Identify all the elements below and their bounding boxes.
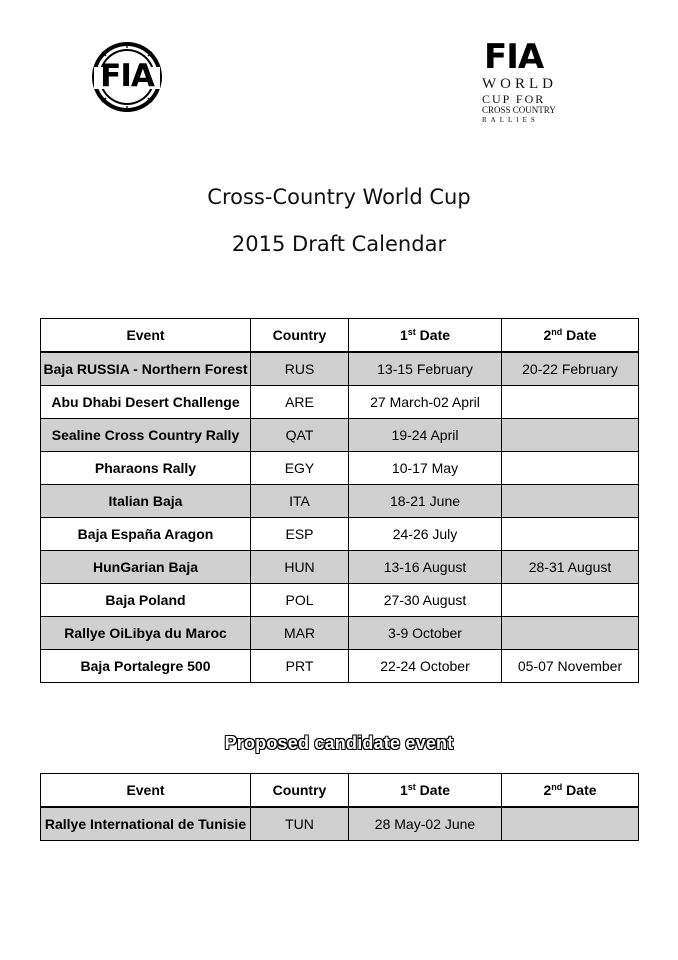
header-country: Country: [251, 319, 349, 353]
event-country: PRT: [251, 650, 349, 683]
event-second-date: [502, 518, 639, 551]
logo-line-cup: CUP FOR: [482, 92, 546, 106]
event-second-date: 28-31 August: [502, 551, 639, 584]
event-country: POL: [251, 584, 349, 617]
event-name: Italian Baja: [41, 485, 251, 518]
event-name: Baja Portalegre 500: [41, 650, 251, 683]
event-country: ARE: [251, 386, 349, 419]
table-row: [41, 650, 639, 683]
fia-world-cup-logo: [478, 37, 576, 128]
logo-line-rallies: RALLIES: [482, 116, 539, 124]
event-name: Pharaons Rally: [41, 452, 251, 485]
event-second-date: 20-22 February: [502, 352, 639, 386]
table-row: [41, 518, 639, 551]
header-first-date: 1st Date: [349, 774, 502, 808]
event-first-date: 27 March-02 April: [349, 386, 502, 419]
event-second-date: [502, 807, 639, 841]
event-first-date: 10-17 May: [349, 452, 502, 485]
table-row: [41, 485, 639, 518]
header-event: Event: [41, 319, 251, 353]
table-row: [41, 419, 639, 452]
event-second-date: [502, 485, 639, 518]
event-country: MAR: [251, 617, 349, 650]
event-first-date: 3-9 October: [349, 617, 502, 650]
event-name: Abu Dhabi Desert Challenge: [41, 386, 251, 419]
event-country: EGY: [251, 452, 349, 485]
header-event: Event: [41, 774, 251, 808]
header-country: Country: [251, 774, 349, 808]
calendar-table: [40, 318, 639, 683]
event-second-date: [502, 452, 639, 485]
event-second-date: [502, 419, 639, 452]
fia-logo-left: [82, 41, 172, 113]
event-first-date: 28 May-02 June: [349, 807, 502, 841]
event-first-date: 19-24 April: [349, 419, 502, 452]
event-second-date: [502, 617, 639, 650]
header-first-date: 1st Date: [349, 319, 502, 353]
event-first-date: 24-26 July: [349, 518, 502, 551]
table-header-row: [41, 774, 639, 808]
event-first-date: 27-30 August: [349, 584, 502, 617]
event-name: Baja Poland: [41, 584, 251, 617]
event-name: Rallye OiLibya du Maroc: [41, 617, 251, 650]
header-second-date: 2nd Date: [502, 774, 639, 808]
event-second-date: 05-07 November: [502, 650, 639, 683]
logo-line-cross-country: CROSS COUNTRY: [482, 105, 556, 115]
event-country: RUS: [251, 352, 349, 386]
table-row: [41, 617, 639, 650]
page-subtitle: 2015 Draft Calendar: [231, 232, 447, 256]
event-country: TUN: [251, 807, 349, 841]
event-country: ITA: [251, 485, 349, 518]
table-row: [41, 352, 639, 386]
event-first-date: 13-16 August: [349, 551, 502, 584]
event-name: Rallye International de Tunisie: [41, 807, 251, 841]
event-second-date: [502, 584, 639, 617]
table-row: [41, 807, 639, 841]
fia-left-wordmark: FIA: [100, 58, 154, 94]
event-first-date: 13-15 February: [349, 352, 502, 386]
event-country: ESP: [251, 518, 349, 551]
table-row: [41, 584, 639, 617]
table-row: [41, 452, 639, 485]
candidate-heading: Proposed candidate event: [224, 733, 454, 753]
table-row: [41, 551, 639, 584]
event-second-date: [502, 386, 639, 419]
event-first-date: 18-21 June: [349, 485, 502, 518]
event-name: Baja España Aragon: [41, 518, 251, 551]
table-header-row: [41, 319, 639, 353]
event-country: QAT: [251, 419, 349, 452]
event-country: HUN: [251, 551, 349, 584]
header-second-date: 2nd Date: [502, 319, 639, 353]
event-name: Baja RUSSIA - Northern Forest: [41, 352, 251, 386]
logo-line-world: WORLD: [482, 76, 557, 92]
candidate-table: [40, 773, 639, 841]
fia-right-wordmark: FIA: [484, 37, 544, 77]
event-name: Sealine Cross Country Rally: [41, 419, 251, 452]
event-name: HunGarian Baja: [41, 551, 251, 584]
page-title: Cross-Country World Cup: [207, 185, 471, 209]
table-row: [41, 386, 639, 419]
event-first-date: 22-24 October: [349, 650, 502, 683]
